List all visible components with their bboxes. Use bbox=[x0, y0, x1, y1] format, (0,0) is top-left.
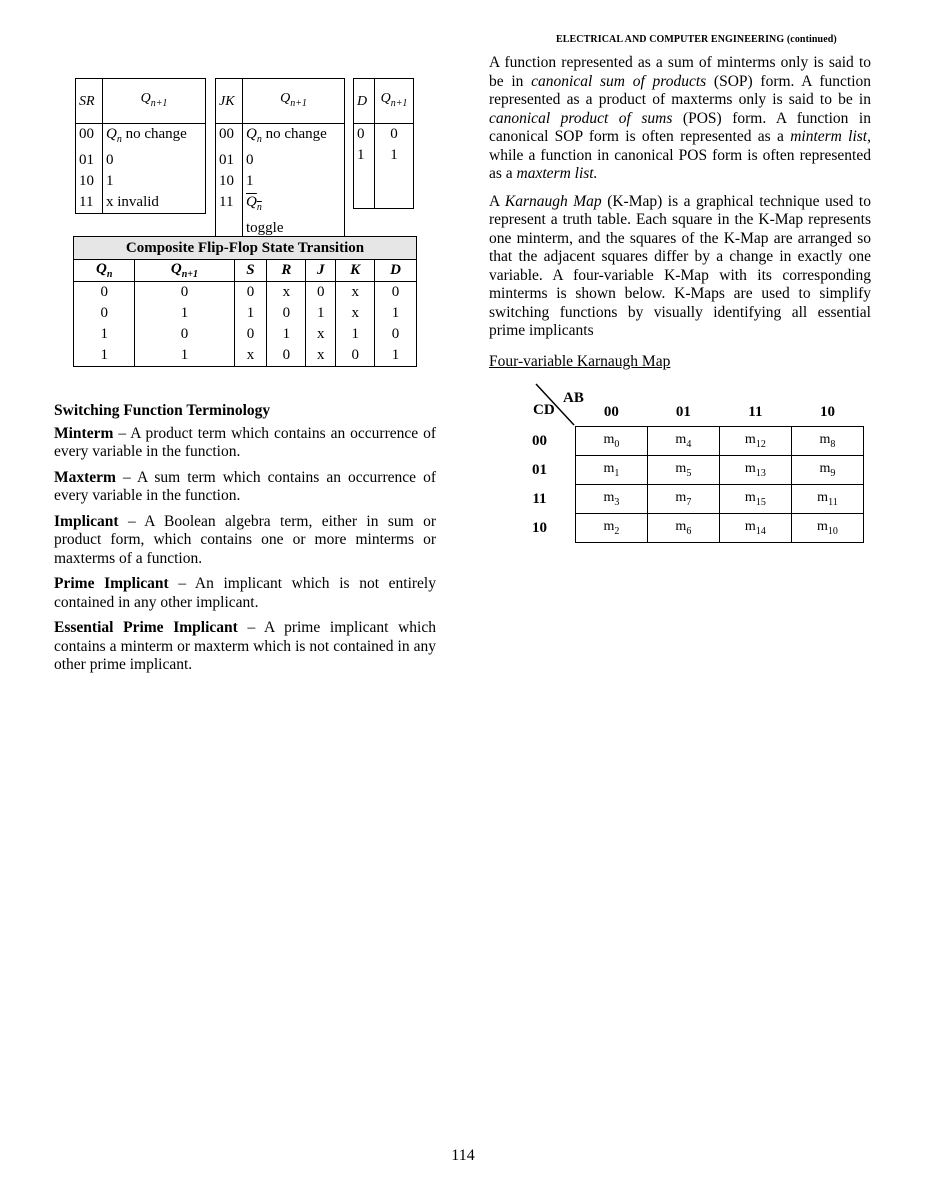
d-col-input: D bbox=[354, 79, 375, 124]
kmap-cell: $m_8$ bbox=[791, 427, 863, 456]
composite-cell: 0 bbox=[267, 303, 306, 324]
composite-cell: 1 bbox=[135, 303, 234, 324]
kmap-grid bbox=[504, 398, 864, 543]
composite-cell: 1 bbox=[336, 324, 375, 345]
sr-row-input: 01 bbox=[76, 150, 103, 171]
kmap-cd-label: CD bbox=[533, 402, 555, 418]
composite-cell: 1 bbox=[234, 303, 267, 324]
composite-cell: x bbox=[306, 324, 336, 345]
composite-cell: 1 bbox=[375, 345, 417, 367]
kmap-title: Four-variable Karnaugh Map bbox=[489, 352, 671, 370]
kmap-col-header: 00 bbox=[603, 403, 619, 420]
sr-row-input: 11 bbox=[76, 192, 103, 214]
kmap-cell: $m_7$ bbox=[647, 485, 719, 514]
composite-row bbox=[74, 324, 417, 345]
composite-cell: 1 bbox=[100, 326, 108, 342]
terminology-item: Prime Implicant – An implicant which is not entirely contained in any other implicant. bbox=[54, 575, 436, 611]
terminology-item: Essential Prime Implicant – A prime implicant which contains a minterm or maxterm which is not contained in any other prime implicant. bbox=[54, 619, 436, 673]
composite-cell: 0 bbox=[267, 345, 306, 367]
composite-cell: 1 bbox=[267, 324, 306, 345]
kmap-cell: $m_{14}$ bbox=[719, 514, 791, 543]
jk-col-output: $Q_{n+1}$ bbox=[243, 79, 345, 124]
composite-cell: x bbox=[336, 282, 375, 304]
composite-cell: x bbox=[267, 282, 306, 304]
right-text bbox=[489, 54, 871, 378]
kmap-col-header: 01 bbox=[675, 403, 691, 420]
kmap-cell: $m_4$ bbox=[647, 427, 719, 456]
kmap-row-header: 00 bbox=[531, 432, 547, 449]
sr-row-input: 00 bbox=[76, 124, 103, 151]
terminology-section bbox=[54, 402, 436, 682]
composite-cell: 0 bbox=[100, 305, 108, 321]
d-row-input: 0 bbox=[354, 124, 375, 146]
kmap-cell: $m_{10}$ bbox=[791, 514, 863, 543]
d-row-output: 0 bbox=[390, 126, 398, 142]
composite-cell: 1 bbox=[306, 303, 336, 324]
kmap-cell: $m_{11}$ bbox=[791, 485, 863, 514]
kmap-cell: $m_2$ bbox=[575, 514, 647, 543]
page-header: ELECTRICAL AND COMPUTER ENGINEERING (continued) bbox=[556, 34, 837, 45]
jk-row-input: 11 bbox=[216, 192, 243, 240]
composite-cell: 1 bbox=[135, 345, 234, 367]
composite-cell: 0 bbox=[375, 282, 417, 304]
jk-row-input: 00 bbox=[216, 124, 243, 151]
kmap-cell: $m_{13}$ bbox=[719, 456, 791, 485]
jk-row-output: $Q_ntoggle$ bbox=[246, 194, 284, 236]
composite-cell: 0 bbox=[135, 324, 234, 345]
composite-title: Composite Flip-Flop State Transition bbox=[74, 237, 417, 260]
sr-row-output: $Q_n$ no change bbox=[106, 126, 187, 145]
jk-flipflop-table bbox=[215, 78, 345, 240]
jk-row-input: 01 bbox=[216, 150, 243, 171]
kmap-cell: $m_0$ bbox=[575, 427, 647, 456]
kmap-cell: $m_9$ bbox=[791, 456, 863, 485]
kmap-paragraph: A Karnaugh Map (K-Map) is a graphical technique used to represent a truth table. Each square in the K-Map represents one minterm, and the squares of the K-Map are arranged so that the adjacent squares differ by a change in exactly one variable. A four-variable K-Map with its corresponding minterms is shown below. K-Maps are used to simplify switching functions by visually identifying all essential prime implicants bbox=[489, 192, 871, 339]
kmap-cell: $m_6$ bbox=[647, 514, 719, 543]
composite-col-header: K bbox=[336, 260, 375, 282]
composite-col-header: R bbox=[267, 260, 306, 282]
jk-row-output: 1 bbox=[246, 173, 254, 189]
composite-cell: 0 bbox=[375, 324, 417, 345]
jk-col-input: JK bbox=[216, 79, 243, 124]
kmap-cell: $m_{12}$ bbox=[719, 427, 791, 456]
composite-cell: 0 bbox=[135, 282, 234, 304]
composite-col-header: $Q_n$ bbox=[74, 260, 135, 282]
kmap-row-header: 10 bbox=[531, 519, 547, 536]
terminology-item: Minterm – A product term which contains an occurrence of every variable in the function. bbox=[54, 424, 436, 460]
composite-cell: 0 bbox=[306, 282, 336, 304]
page-number: 114 bbox=[451, 1147, 475, 1164]
d-row-output: 1 bbox=[390, 147, 398, 163]
composite-row bbox=[74, 345, 417, 367]
terminology-heading: Switching Function Terminology bbox=[54, 402, 271, 419]
composite-row bbox=[74, 282, 417, 304]
sr-row-input: 10 bbox=[76, 171, 103, 192]
composite-row bbox=[74, 303, 417, 324]
composite-cell: 1 bbox=[100, 347, 108, 363]
kmap-ab-label: AB bbox=[563, 390, 584, 406]
sr-col-input: SR bbox=[76, 79, 103, 124]
terminology-item: Implicant – A Boolean algebra term, either in sum or product form, which contains one or more minterms or maxterms of a function. bbox=[54, 512, 436, 567]
kmap-row-header: 11 bbox=[532, 490, 547, 507]
composite-cell: 1 bbox=[375, 303, 417, 324]
composite-cell: x bbox=[234, 345, 267, 367]
composite-cell: x bbox=[336, 303, 375, 324]
kmap-row-header: 01 bbox=[531, 461, 547, 478]
d-row-input: 1 bbox=[354, 145, 375, 166]
d-col-output: $Q_{n+1}$ bbox=[375, 79, 414, 124]
composite-col-header: S bbox=[234, 260, 267, 282]
kmap-cell: $m_{15}$ bbox=[719, 485, 791, 514]
sr-row-output: x invalid bbox=[106, 194, 159, 210]
composite-cell: 0 bbox=[234, 324, 267, 345]
kmap-cell: $m_3$ bbox=[575, 485, 647, 514]
kmap-cell: $m_5$ bbox=[647, 456, 719, 485]
composite-cell: 0 bbox=[100, 284, 108, 300]
composite-col-header: J bbox=[306, 260, 336, 282]
jk-row-output: $Q_n$ no change bbox=[246, 126, 327, 145]
canonical-paragraph: A function represented as a sum of minterms only is said to be in canonical sum of products (SOP) form. A function represented as a product of maxterms only is said to be in canonical product of sums (POS) form. A function in canonical SOP form is often represented as a minterm list, while a function in canonical POS form is often represented as a maxterm list. bbox=[489, 54, 872, 182]
karnaugh-map bbox=[504, 382, 864, 542]
sr-row-output: 1 bbox=[106, 173, 114, 189]
d-flipflop-table bbox=[353, 78, 414, 209]
sr-col-output: $Q_{n+1}$ bbox=[103, 79, 206, 124]
composite-cell: 0 bbox=[336, 345, 375, 367]
sr-flipflop-table bbox=[75, 78, 206, 214]
jk-row-input: 10 bbox=[216, 171, 243, 192]
composite-cell: 0 bbox=[234, 282, 267, 304]
composite-transition-table bbox=[73, 236, 417, 367]
terminology-item: Maxterm – A sum term which contains an occurrence of every variable in the function. bbox=[54, 468, 436, 504]
sr-row-output: 0 bbox=[106, 152, 114, 168]
jk-row-output: 0 bbox=[246, 152, 254, 168]
composite-cell: x bbox=[306, 345, 336, 367]
kmap-cell: $m_1$ bbox=[575, 456, 647, 485]
composite-col-header: D bbox=[375, 260, 417, 282]
composite-col-header: $Q_{n+1}$ bbox=[135, 260, 234, 282]
kmap-col-header: 11 bbox=[748, 403, 763, 420]
kmap-col-header: 10 bbox=[819, 403, 835, 420]
